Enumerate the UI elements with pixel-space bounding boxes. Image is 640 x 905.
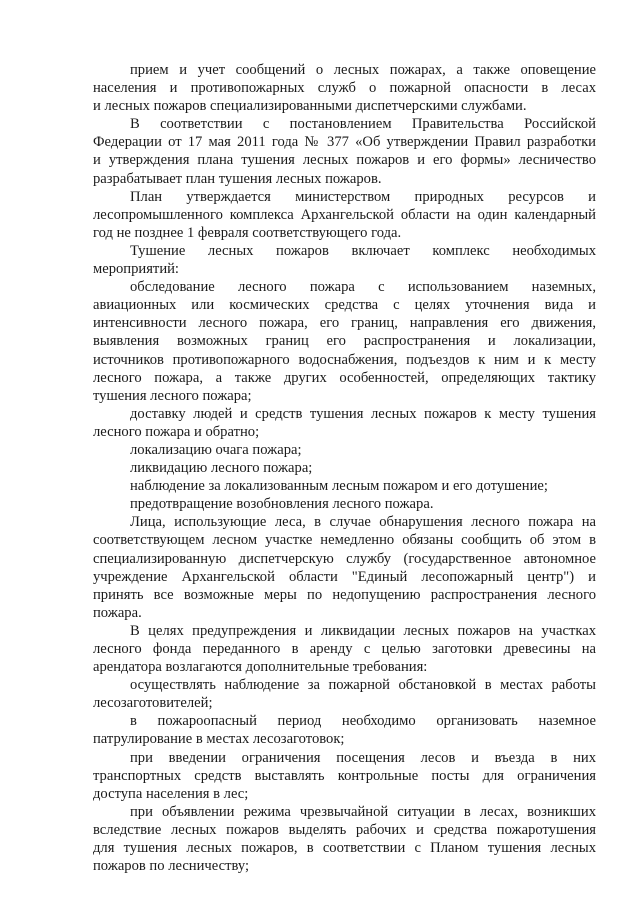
text-line: План утверждается министерством природных ресурсов и [130,188,596,205]
text-line: обследование лесного пожара с использованием наземных, [130,279,596,296]
text-line: при введении ограничения посещения лесов и въезда в них [130,749,596,766]
text-line: год не позднее 1 февраля соответствующего года. [93,224,402,241]
text-line: принять все возможные меры по недопущению распространения лесного [93,586,596,603]
text-line: авиационных или космических средства с целях уточнения вида и [93,297,596,314]
text-line: локализацию очага пожара; [130,441,302,458]
text-line: тушения лесного пожара; [93,387,252,404]
text-line: патрулирование в местах лесозаготовок; [93,731,345,748]
text-line: прием и учет сообщений о лесных пожарах, а также оповещение [130,62,596,78]
text-line: лесопромышленного комплекса Архангельской области на один календарный [93,206,596,223]
text-line: В соответствии с постановлением Правительства Российской [130,116,596,133]
text-line: пожара. [93,604,142,621]
text-line: Тушение лесных пожаров включает комплекс необходимых [130,242,596,259]
text-line: выявления возможных границ его распространения и локализации, [93,333,596,350]
text-line: источников противопожарного водоснабжения, подъездов к ним и к месту [93,351,596,368]
document-body [93,61,596,875]
text-line: соответствующем лесном участке немедленно обязаны сообщить об этом в [93,532,596,549]
text-line: и лесных пожаров специализированными диспетчерскими службами. [93,98,527,115]
text-line: интенсивности лесного пожара, его границ, направления его движения, [93,315,596,332]
text-line: осуществлять наблюдение за пожарной обстановкой в местах работы [130,677,596,694]
text-line: лесного пожара и обратно; [93,423,260,440]
text-line: доставку людей и средств тушения лесных пожаров к месту тушения [130,405,596,422]
text-line: Федерации от 17 мая 2011 года № 377 «Об утверждении Правил разработки [93,134,596,151]
text-line: для тушения лесных пожаров, в соответствии с Планом тушения лесных [93,840,596,857]
text-line: мероприятий: [93,261,179,278]
text-line: разрабатывает план тушения лесных пожаров. [93,170,382,187]
text-line: в пожароопасный период необходимо организовать наземное [130,713,596,730]
text-line: населения и противопожарных служб о пожарной опасности в лесах [93,80,596,97]
text-line: Лица, использующие леса, в случае обнарушения лесного пожара на [130,514,596,531]
text-line: вследствие лесных пожаров выделять рабочих и средства пожаротушения [93,821,596,838]
text-line: В целях предупреждения и ликвидации лесных пожаров на участках [130,622,596,639]
text-line: лесного фонда переданного в аренду с целью заготовки древесины на [93,641,596,657]
text-line: наблюдение за локализованным лесным пожаром и его дотушение; [130,478,548,495]
text-line: транспортных средств выставлять контрольные посты для ограничения [93,767,596,784]
text-line: доступа населения в лес; [93,785,249,802]
text-line: предотвращение возобновления лесного пожара. [130,496,434,513]
text-line: пожаров по лесничеству; [93,858,249,875]
text-line: лесного пожара, а также других особенностей, определяющих тактику [93,369,596,386]
text-line: лесозаготовителей; [93,695,213,712]
text-line: специализированную диспетчерскую службу (государственное автономное [93,550,596,567]
text-line: при объявлении режима чрезвычайной ситуации в лесах, возникших [130,803,596,820]
text-line: арендатора возлагаются дополнительные требования: [93,659,428,676]
text-line: ликвидацию лесного пожара; [130,460,313,477]
text-line: учреждение Архангельской области "Единый лесопожарный центр") и [93,568,596,585]
text-line: и утверждения плана тушения лесных пожаров и его формы» лесничество [93,152,596,169]
